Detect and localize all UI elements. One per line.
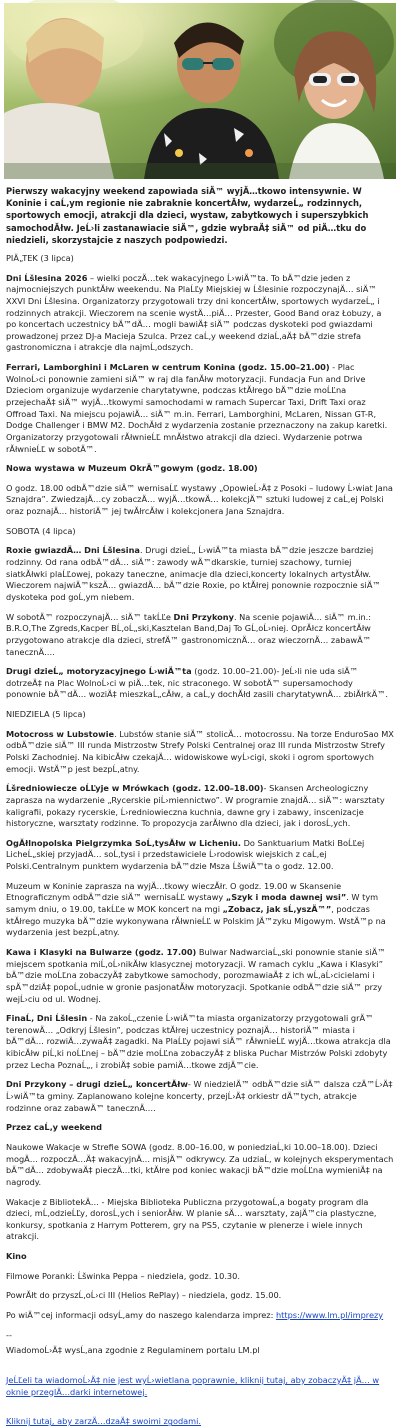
event-dni-przykony: W sobotÄ™ rozpoczynajÄ… siÄ™ takĹĽe Dni Przykony. Na scenie pojawiÄ… siÄ™ m.in.: B.R.O,The Zgreds,Kacper BĹ‚oĹ„ski,Kasztelan Band,Daj To GĹ‚oĹ›niej. OprĂłcz koncertĂłw przygotowano atrakcje dla dzieci, strefÄ™ gastronomicznÄ… oraz wieczornÄ… zabawÄ™ tanecznÄ…. — [6, 611, 372, 657]
section-title-weekend: Przez caĹ‚y weekend — [6, 1122, 103, 1133]
footer-notice: WiadomoĹ›Ä‡ wysĹ‚ana zgodnie z Regulaminem portalu LM.pl — [6, 1345, 260, 1356]
event-body: - Na zakoĹ„czenie Ĺ›wiÄ™ta miasta organizatorzy przygotowali grÄ™ terenowÄ… „Odkryj Ĺšlesin”, podczas ktĂłrej uczestnicy poznajÄ… historiÄ™ miasta i bÄ™dÄ… rozwiÄ…zywaÄ‡ zagadki. Na PlaĹĽy pojawi siÄ™ rĂłwnieĹĽ wyjÄ…tkowa atrakcja dla kibicĂłw piĹ‚ki noĹĽnej – bÄ™dzie moĹĽna zobaczyÄ‡ z bliska Puchar Mistrzów Polski zdobyty przez Lecha PoznaĹ„, i zrobiÄ‡ sobie pamiÄ…tkowe zdjÄ™cie. — [6, 1013, 391, 1070]
day-header-sunday: NIEDZIELA (5 lipca) — [6, 709, 86, 720]
event-title: Drugi dzieĹ„ motoryzacyjnego Ĺ›wiÄ™ta — [6, 666, 192, 677]
event-kawa-klasyki — [6, 947, 394, 1005]
event-body: - W niedzielÄ™ odbÄ™dzie siÄ™ dalsza czÄ™Ĺ›Ä‡ Ĺ›wiÄ™ta gminy. Zaplanowano kolejne koncerty, przejĹ›Ä‡ orkiestr dÄ™tych, atrakcje rodzinne oraz zabawÄ™ tanecznÄ…. — [6, 1079, 393, 1113]
event-body: . Lubstów stanie siÄ™ stolicÄ… motocrossu. Na torze EnduroSao MX odbÄ™dzie siÄ™ III runda Mistrzostw Strefy Polski Centralnej oraz III runda Mistrzostw Strefy Polski Zachodniej. Na kibicĂłw czekajÄ… widowiskowe wyĹ›cigi, skoki i ogrom sportowych emocji. WstÄ™p jest bezpĹ‚atny. — [6, 728, 394, 774]
event-title: FinaĹ‚ Dni Ĺšlesin — [6, 1013, 88, 1024]
section-title-kino: Kino — [6, 1251, 27, 1262]
event-body: (godz. 10.00–21.00)- JeĹ›li nie uda siÄ™ dotrzeÄ‡ na Plac WolnoĹ›ci w piÄ…tek, nic straconego. W sobotÄ™ supersamochody ponownie bÄ™dÄ… woziÄ‡ mieszkaĹ„cĂłw, a caĹ‚y dochĂłd zasili charytatywnÄ… zbiĂłrkÄ™. — [6, 666, 389, 700]
event-body: Do Sanktuarium Matki BoĹĽej LicheĹ„skiej przyjadÄ… soĹ‚tysi i przedstawiciele Ĺ›rodowisk wiejskich z caĹ‚ej Polski.Centralnym punktem wydarzenia bÄ™dzie Msza ĹšwiÄ™ta o godz. 12.00. — [6, 837, 365, 872]
event-body: - Skansen Archeologiczny zaprasza na wydarzenie „Rycerskie piĹ›miennictwo”. W programie znajdÄ… siÄ™: warsztaty kaligrafii, pokazy rycerskie, Ĺ›redniowieczna kuchnia, dawne gry i zabawy, inscenizacje historyczne, warsztaty rodzinne. To propozycja zarĂłwno dla dzieci, jak i dorosĹ‚ych. — [6, 783, 385, 829]
day-header-friday: PIÄ„TEK (3 lipca) — [6, 252, 74, 263]
weekend-biblioteka: Wakacje z BibliotekÄ… - Miejska Biblioteka Publiczna przygotowaĹ‚a bogaty program dla dzieci, mĹ‚odzieĹĽy, dorosĹ‚ych i seniorĂłw. W planie sÄ… warsztaty, zajÄ™cia plastyczne, konkursy, spotkania z Harrym Potterem, gry na PS5, czytanie w plenerze i wiele innych atrakcji. — [6, 1196, 377, 1242]
event-supercars-day2 — [6, 666, 394, 701]
event-body: Bulwar NadwarciaĹ„ski ponownie stanie siÄ™ miejscem spotkania miĹ‚oĹ›nikĂłw klasycznej motoryzacji. W ramach cyklu „Kawa i Klasyki” bÄ™dzie moĹĽna zobaczyÄ‡ zabytkowe samochody, porozmawiaÄ‡ z ich wĹ‚aĹ›cicielami i spÄ™dziÄ‡ popoĹ‚udnie w gronie pasjonatĂłw motoryzacji. Spotkanie odbÄ™dzie siÄ™ przy wejĹ›ciu od ul. Wodnej. — [6, 946, 386, 1004]
hero-photo-icon — [4, 3, 396, 179]
event-body: – wielki poczÄ…tek wakacyjnego Ĺ›wiÄ™ta. To bÄ™dzie jeden z najmocniejszych punktĂłw weekendu. Na PlaĹĽy Miejskiej w Ĺšlesinie rozpoczynajÄ… siÄ™ XXVI Dni Ĺšlesina. Organizatorzy przygotowali trzy dni koncertĂłw, sportowych wydarzeĹ„ i rodzinnych atrakcji. Wieczorem na scenie wystÄ…piÄ… Przester, Good Band oraz Łobuzy, a po koncertach uczestnicy bÄ™dÄ… mogli bawiÄ‡ siÄ™ podczas dyskoteki pod gwiazdami prowadzonej przez DJ-a Macieja Szulca. Przez caĹ‚y weekend dziaĹ‚aÄ‡ bÄ™dzie strefa gastronomiczna i atrakcje dla najmĹ‚odszych. — [6, 272, 382, 353]
event-sredniowiecze — [6, 783, 394, 830]
event-supercars — [6, 362, 394, 455]
event-title: Roxie gwiazdÄ… Dni Ĺšlesina — [6, 545, 140, 556]
event-title: Dni Przykony – drugi dzieĹ„ koncertĂłw — [6, 1079, 188, 1090]
event-pielgrzymka — [6, 838, 394, 873]
event-title: Ĺšredniowiecze oĹĽyje w Mrówkach (godz. 12.00–18.00) — [6, 783, 264, 794]
event-dni-slesina — [6, 273, 394, 354]
kino-powrot: PowrĂłt do przyszĹ‚oĹ›ci III (Helios RePlay) – niedziela, godz. 15.00. — [6, 1290, 282, 1301]
event-title: Ferrari, Lamborghini i McLaren w centrum Konina (godz. 15.00–21.00) — [6, 362, 330, 373]
event-museum-body: O godz. 18.00 odbÄ™dzie siÄ™ wernisaĹĽ wystawy „OpowieĹ›Ä‡ z Posoki – ludowy Ĺ›wiat Jana Sznajdra”. ZwiedzajÄ…cy zobaczÄ… wyjÄ…tkowÄ… kolekcjÄ™ sztuki ludowej z caĹ‚ej Polski oraz poznajÄ… historiÄ™ jej twĂłrcĂłw i kolekcjonera Jana Sznajdra. — [6, 482, 393, 517]
event-muzeum-wieczor: Muzeum w Koninie zaprasza na wyjÄ…tkowy wieczĂłr. O godz. 19.00 w Skansenie Etnograficznym odbÄ™dzie siÄ™ wernisaĹĽ wystawy „Szyk i moda dawnej wsi”. W tym samym dniu, o 19.00, takĹĽe w MOK koncert na mgi „Zobacz, jak sĹ‚yszÄ™”, podczas ktĂłrego muzyka bÄ™dzie wykonywana rĂłwnieĹĽ w Polskim JÄ™zyku Migowym. WstÄ™p na wydarzenia jest bezpĹ‚atny. — [6, 880, 386, 938]
view-in-browser-link[interactable]: JeĹĽeli ta wiadomoĹ›Ä‡ nie jest wyĹ›wietlana poprawnie, kliknij tutaj, aby zobaczyÄ‡ jÄ… w oknie przeglÄ…darki internetowej. — [6, 1374, 380, 1397]
event-title: Dni Ĺšlesina 2026 — [6, 272, 88, 283]
article-lead: Pierwszy wakacyjny weekend zapowiada siÄ™ wyjÄ…tkowo intensywnie. W Koninie i caĹ‚ym regionie nie zabraknie koncertĂłw, wydarzeĹ„ rodzinnych, sportowych emocji, atrakcji dla dzieci, wystaw, zabytkowych i superszybkich samochodĂłw. JeĹ›li zastanawiacie siÄ™, gdzie wybraÄ‡ siÄ™ od piÄ…tku do niedzieli, skorzystajcie z naszych podpowiedzi. — [6, 186, 369, 245]
event-title: Motocross w Lubstowie — [6, 728, 115, 739]
event-przykona-day2 — [6, 1079, 394, 1114]
event-body: . Drugi dzieĹ„ Ĺ›wiÄ™ta miasta bÄ™dzie jeszcze bardziej rodzinny. Od rana odbÄ™dÄ… siÄ™: zawody wÄ™dkarskie, turniej szachowy, turniej siatkĂłwki plaĹĽowej, pokazy taneczne, animacje dla dzieci,koncerty lokalnych artystĂłw. Wieczorem najwiÄ™kszÄ… gwiazdÄ… bÄ™dzie Roxie, po ktĂłrej ponownie rozpocznie siÄ™ dyskoteka pod goĹ‚ym niebem. — [6, 545, 381, 602]
event-motocross — [6, 729, 394, 776]
event-body: - Plac WolnoĹ›ci ponownie zamieni siÄ™ w raj dla fanĂłw motoryzacji. Fundacja Fun and Drive Dzieciom organizuje wydarzenie charytatywne, podczas ktĂłrego bÄ™dzie moĹĽna przejechaÄ‡ siÄ™ wyjÄ…tkowymi samochodami w ramach Supercar Taxi, Drift Taxi oraz Offroad Taxi. Na miejscu pojawiÄ… siÄ™ m.in. Ferrari, Lamborghini, McLaren, Nissan GT-R, Dodge Challenger i BMW M2. DochĂłd z wydarzenia zostanie przeznaczony na zakup karetki. Organizatorzy przygotowali rĂłwnieĹĽ mnĂłstwo atrakcji dla dzieci. Wydarzenie potrwa rĂłwnieĹĽ w sobotÄ™. — [6, 362, 388, 454]
kino-more-info: Po wiÄ™cej informacji odsyĹ‚amy do naszego kalendarza imprez: https://www.lm.pl/imprezy — [6, 1309, 384, 1320]
footer-separator: -- — [6, 1329, 12, 1340]
calendar-link[interactable]: https://www.lm.pl/imprezy — [275, 1309, 384, 1320]
event-roxie — [6, 545, 394, 603]
weekend-sowa: Naukowe Wakacje w Strefie SOWA (godz. 8.00–16.00, w poniedziaĹ‚ki 10.00–18.00). Dzieci mogÄ… rozpoczÄ…Ä‡ wakacyjnÄ… misjÄ™ odkrywcy. Za udziaĹ‚ w kolejnych eksperymentach bÄ™dÄ… zdobywaÄ‡ pieczÄ…tki, ktĂłre pod koniec wakacji bÄ™dzie moĹĽna wymieniÄ‡ na nagrody. — [6, 1141, 394, 1187]
event-title: Kawa i Klasyki na Bulwarze (godz. 17.00) — [6, 946, 197, 957]
event-museum-title: Nowa wystawa w Muzeum OkrÄ™gowym (godz. 18.00) — [6, 463, 258, 474]
kino-peppa: Filmowe Poranki: Ĺšwinka Peppa – niedziela, godz. 10.30. — [6, 1270, 240, 1281]
event-final-slesin — [6, 1013, 394, 1071]
hero-photo — [4, 3, 396, 179]
event-title: OgĂłlnopolska Pielgrzymka SoĹ‚tysĂłw w Licheniu. — [6, 837, 241, 848]
manage-consents-link[interactable]: Kliknij tutaj, aby zarzÄ…dzaÄ‡ swoimi zgodami. — [6, 1416, 202, 1427]
day-header-saturday: SOBOTA (4 lipca) — [6, 525, 76, 536]
